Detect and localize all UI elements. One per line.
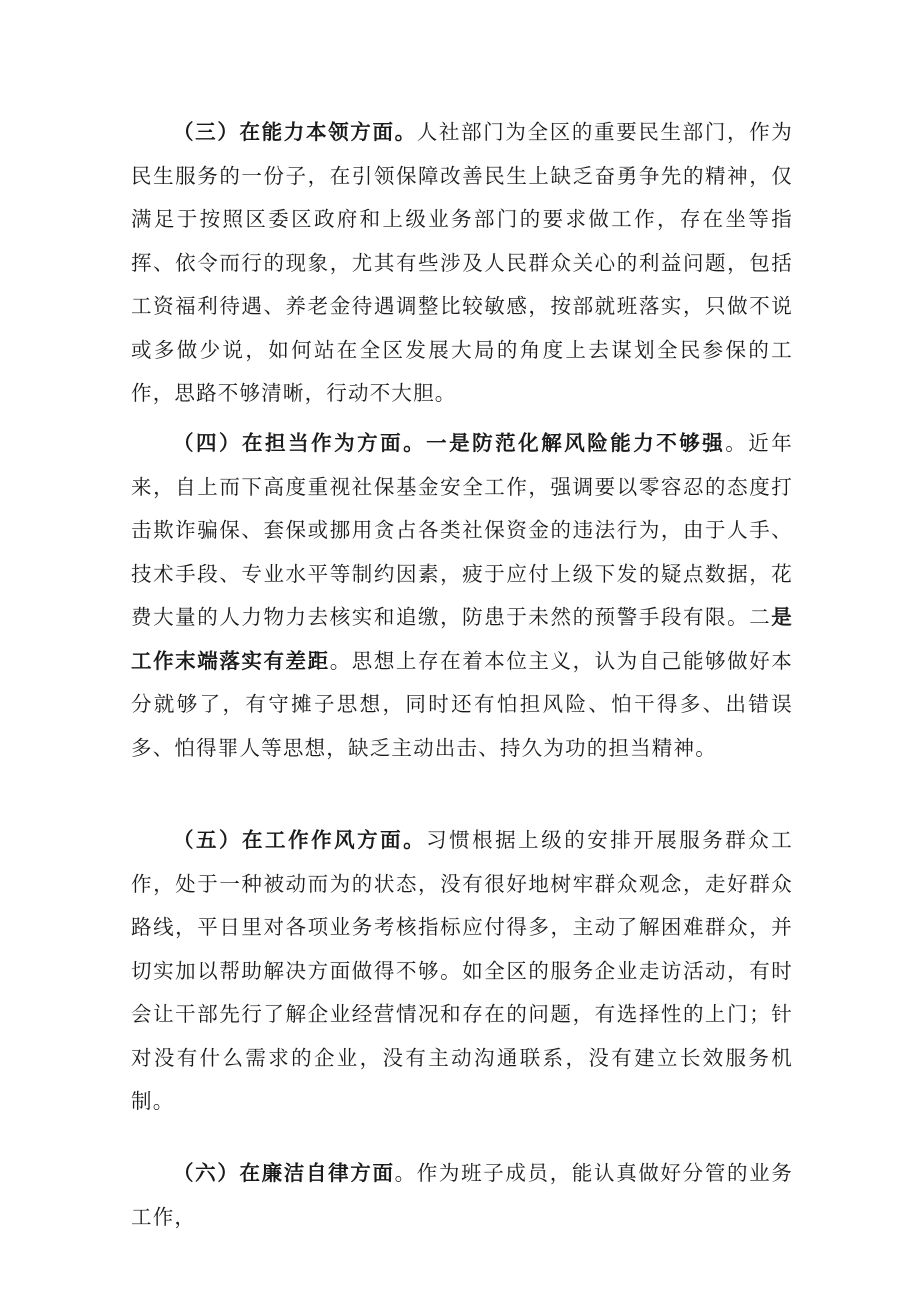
paragraph-heading: （五）在工作作风方面。 [173,828,427,852]
paragraph-heading: （四）在担当作为方面。 [173,431,427,455]
paragraph-text: 。近年来，自上而下高度重视社保基金安全工作，强调要以零容忍的态度打击欺诈骗保、套保或挪用贪占各类社保资金的违法行为，由于人手、技术手段、专业水平等制约因素，疲于应付上级下发的疑点数据，花费大量的人力物力去核实和追缴，防患于未然的预警手段有限。二 [131,431,794,629]
paragraph-work-style [131,819,793,1124]
paragraph-ability [131,111,793,416]
paragraph-heading: （六）在廉洁自律方面 [173,1161,395,1185]
paragraph-responsibility [131,422,793,770]
paragraph-text: 人社部门为全区的重要民生部门，作为民生服务的一份子，在引领保障改善民生上缺乏奋勇争先的精神，仅满足于按照区委区政府和上级业务部门的要求做工作，存在坐等指挥、依令而行的现象，尤其有些涉及人民群众关心的利益问题，包括工资福利待遇、养老金待遇调整比较敏感，按部就班落实，只做不说或多做少说，如何站在全区发展大局的角度上去谋划全民参保的工作，思路不够清晰，行动不大胆。 [131,120,793,405]
paragraph-heading: （三）在能力本领方面。 [173,120,417,144]
paragraph-text: 。作为班子成员，能认真做好分管的业务工作， [131,1161,793,1229]
paragraph-integrity [131,1152,793,1239]
bold-point-two: 是工作末端落实有差距 [131,605,793,673]
paragraph-text: 。思想上存在着本位主义，认为自己能够做好本分就够了，有守摊子思想，同时还有怕担风险、怕干得多、出错误多、怕得罪人等思想，缺乏主动出击、持久为功的担当精神。 [131,648,793,760]
paragraph-text: 习惯根据上级的安排开展服务群众工作，处于一种被动而为的状态，没有很好地树牢群众观念，走好群众路线，平日里对各项业务考核指标应付得多，主动了解困难群众，并切实加以帮助解决方面做得不够。如全区的服务企业走访活动，有时会让干部先行了解企业经营情况和存在的问题，有选择性的上门；针对没有什么需求的企业，没有主动沟通联系，没有建立长效服务机制。 [131,828,794,1113]
bold-point-one: 一是防范化解风险能力不够强 [426,431,726,455]
